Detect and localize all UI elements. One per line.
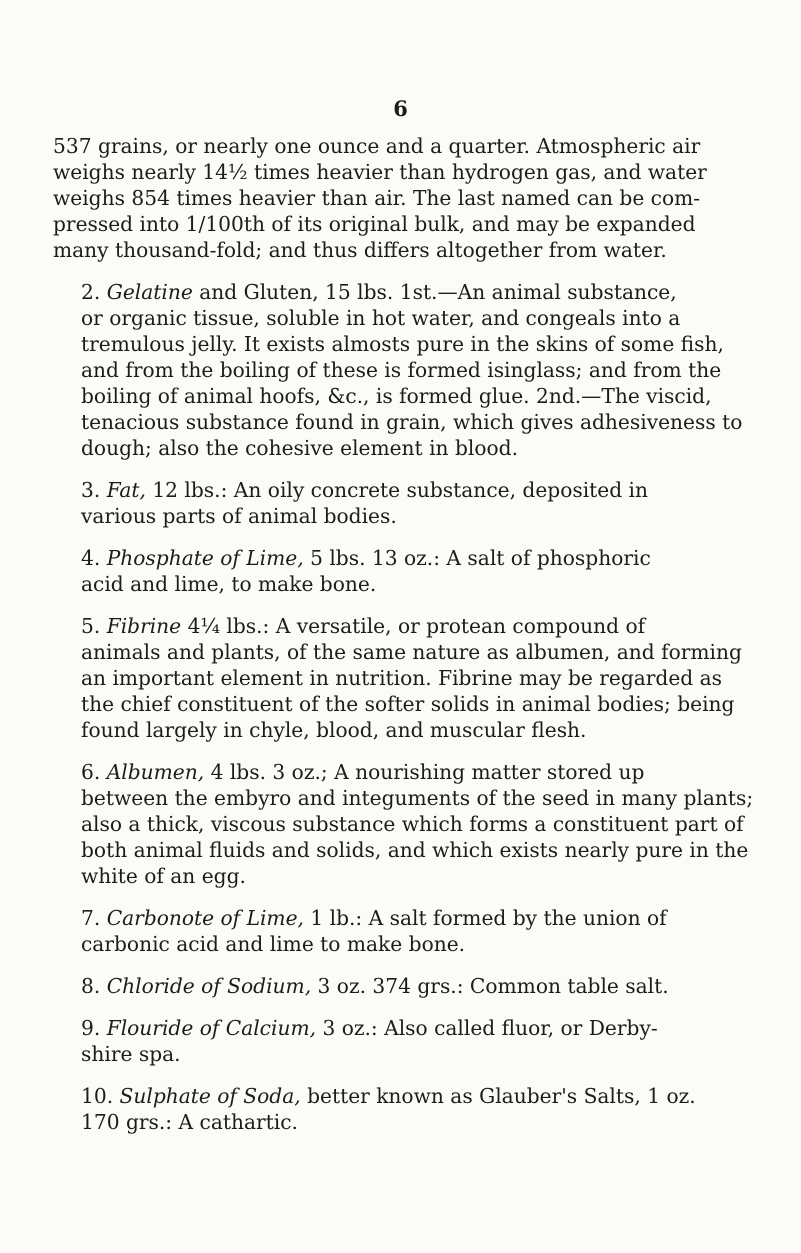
item-number: 7. xyxy=(81,906,101,930)
page-number: 6 xyxy=(393,96,408,121)
item-albumen xyxy=(53,759,771,889)
text-line: also a thick, viscous substance which forms a constituent part of xyxy=(81,812,744,836)
text-line: boiling of animal hoofs, &c., is formed glue. 2nd.—The viscid, xyxy=(81,384,712,408)
item-title: Gelatine xyxy=(106,280,193,304)
item-number: 4. xyxy=(81,546,101,570)
text-line: 1 lb.: A salt formed by the union of xyxy=(310,906,667,930)
item-chloride xyxy=(53,973,771,999)
text-line: between the embyro and integuments of the seed in many plants; xyxy=(81,786,754,810)
item-title: Phosphate of Lime, xyxy=(106,546,304,570)
item-number: 5. xyxy=(81,614,101,638)
item-fat xyxy=(53,477,771,529)
text-line: 5 lbs. 13 oz.: A salt of phosphoric xyxy=(310,546,651,570)
paragraph-intro xyxy=(53,133,771,263)
text-line: various parts of animal bodies. xyxy=(81,504,397,528)
text-line: pressed into 1/100th of its original bulk, and may be expanded xyxy=(53,212,696,236)
body-text xyxy=(53,133,771,1151)
text-line: dough; also the cohesive element in blood. xyxy=(81,436,518,460)
text-line: weighs 854 times heavier than air. The last named can be com- xyxy=(53,186,701,210)
text-line: 12 lbs.: An oily concrete substance, deposited in xyxy=(152,478,649,502)
item-title: Fibrine xyxy=(106,614,182,638)
text-line: better known as Glauber's Salts, 1 oz. xyxy=(307,1084,696,1108)
item-title: Albumen, xyxy=(106,760,205,784)
text-line: 4¼ lbs.: A versatile, or protean compound of xyxy=(187,614,646,638)
item-flouride xyxy=(53,1015,771,1067)
text-line: tenacious substance found in grain, which gives adhesiveness to xyxy=(81,410,743,434)
item-title: Sulphate of Soda, xyxy=(119,1084,301,1108)
text-line: tremulous jelly. It exists almosts pure in the skins of some fish, xyxy=(81,332,724,356)
item-number: 6. xyxy=(81,760,101,784)
item-number: 8. xyxy=(81,974,101,998)
text-line: 3 oz.: Also called fluor, or Derby- xyxy=(322,1016,658,1040)
text-line: or organic tissue, soluble in hot water, and congeals into a xyxy=(81,306,681,330)
text-line: white of an egg. xyxy=(81,864,246,888)
text-line: and from the boiling of these is formed isinglass; and from the xyxy=(81,358,722,382)
item-fibrine xyxy=(53,613,771,743)
text-line: 4 lbs. 3 oz.; A nourishing matter stored up xyxy=(210,760,645,784)
text-line: 3 oz. 374 grs.: Common table salt. xyxy=(317,974,669,998)
text-line: weighs nearly 14½ times heavier than hydrogen gas, and water xyxy=(53,160,707,184)
text-line: shire spa. xyxy=(81,1042,181,1066)
item-number: 9. xyxy=(81,1016,101,1040)
item-phosphate xyxy=(53,545,771,597)
item-number: 10. xyxy=(81,1084,114,1108)
text-line: an important element in nutrition. Fibrine may be regarded as xyxy=(81,666,723,690)
item-number: 3. xyxy=(81,478,101,502)
item-title: Flouride of Calcium, xyxy=(106,1016,317,1040)
text-line: carbonic acid and lime to make bone. xyxy=(81,932,466,956)
text-line: acid and lime, to make bone. xyxy=(81,572,377,596)
text-line: found largely in chyle, blood, and muscular flesh. xyxy=(81,718,587,742)
text-line: many thousand-fold; and thus differs altogether from water. xyxy=(53,238,667,262)
item-number: 2. xyxy=(81,280,101,304)
item-title: Chloride of Sodium, xyxy=(106,974,312,998)
text-line: and Gluten, 15 lbs. 1st.—An animal substance, xyxy=(199,280,677,304)
item-sulphate xyxy=(53,1083,771,1135)
text-line: 537 grains, or nearly one ounce and a quarter. Atmospheric air xyxy=(53,134,701,158)
text-line: both animal fluids and solids, and which exists nearly pure in the xyxy=(81,838,749,862)
text-line: 170 grs.: A cathartic. xyxy=(81,1110,298,1134)
item-carbonate xyxy=(53,905,771,957)
item-gelatine xyxy=(53,279,771,461)
text-line: the chief constituent of the softer solids in animal bodies; being xyxy=(81,692,735,716)
text-line: animals and plants, of the same nature as albumen, and forming xyxy=(81,640,742,664)
item-title: Carbonote of Lime, xyxy=(106,906,304,930)
item-title: Fat, xyxy=(106,478,146,502)
